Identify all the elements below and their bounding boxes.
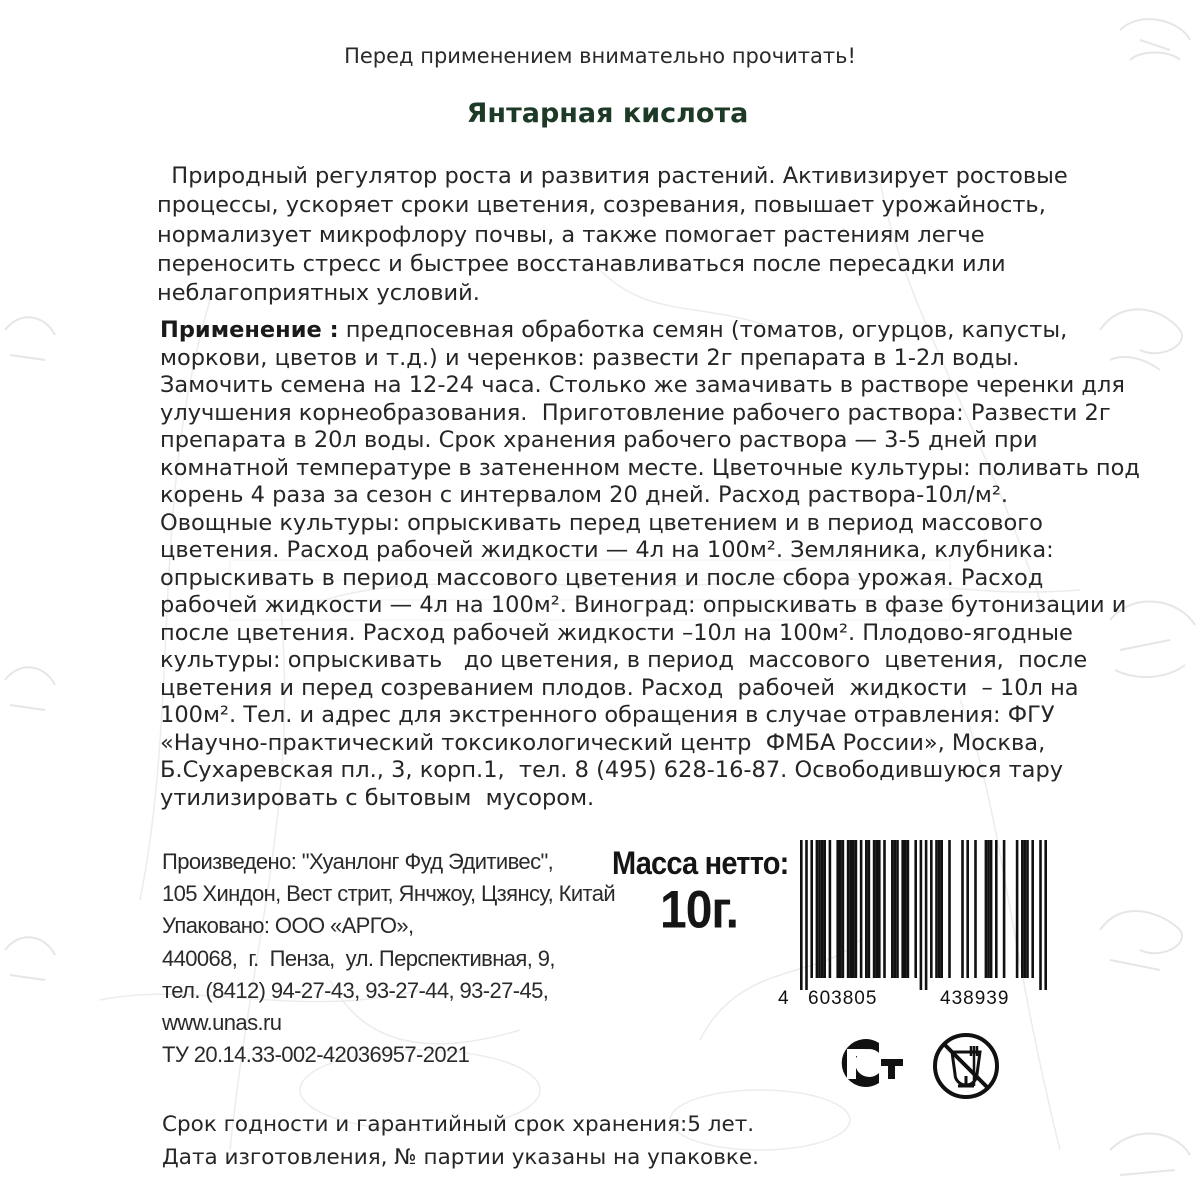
usage-instructions (160, 317, 1140, 812)
barcode-bar (1026, 840, 1029, 978)
barcode-bar (925, 840, 928, 990)
barcode-bar (896, 840, 899, 978)
warning-text: Перед применением внимательно прочитать! (344, 44, 856, 68)
barcode-bar (823, 840, 826, 978)
barcode-bar (1024, 840, 1027, 978)
barcode-bar (961, 840, 964, 978)
product-title: Янтарная кислота (466, 98, 749, 129)
usage-line-text: предпосевная обработка семян (томатов, огурцов, капусты, (338, 317, 1068, 343)
barcode-bar (810, 840, 813, 978)
pct-certification-icon (835, 1035, 907, 1091)
barcode-bar (1003, 840, 1006, 978)
barcode-bar (868, 840, 871, 978)
usage-line: Овощные культуры: опрыскивать перед цветением и в период массового (160, 509, 1043, 536)
barcode-bar (860, 840, 863, 978)
usage-heading: Применение : (160, 317, 339, 343)
barcode-bar (805, 840, 808, 990)
manufacturer-line: тел. (8412) 94-27-43, 93-27-44, 93-27-45, (162, 977, 549, 1003)
barcode-bar (852, 840, 855, 978)
barcode-bar (894, 840, 897, 978)
barcode-bar (842, 840, 845, 978)
barcode-bar (1016, 840, 1019, 978)
barcode-right-group: 438939 (940, 988, 1010, 1009)
barcode-bar (966, 840, 969, 978)
barcode-bar (940, 840, 943, 978)
usage-line: цветения и перед созреванием плодов. Расход рабочей жидкости – 10л на (160, 674, 1079, 701)
barcode-bar (800, 840, 803, 990)
website-text: www.unas.ru (162, 1010, 282, 1036)
expiry-info (162, 1108, 962, 1174)
barcode-left-group: 603805 (808, 988, 878, 1009)
manufacturer-line: Произведено: "Хуанлонг Фуд Эдитивес", (162, 849, 554, 874)
barcode-bar (974, 840, 977, 978)
description-line: процессы, ускоряет сроки цветения, созревания, повышает урожайность, (157, 192, 1046, 219)
barcode-bar (935, 840, 938, 978)
description-line: нормализует микрофлору почвы, а также помогает растениям легче (157, 221, 985, 248)
usage-line (160, 317, 1068, 345)
batch-info-text: Дата изготовления, № партии указаны на упаковке. (162, 1145, 759, 1170)
barcode-bar (1031, 840, 1034, 978)
barcode-number (778, 988, 1048, 1014)
barcode-bar (818, 840, 821, 978)
usage-line: Замочить семена на 12-24 часа. Столько же замачивать в растворе черенки для (160, 372, 1125, 398)
barcode-first-digit: 4 (778, 988, 789, 1009)
manufacturer-line: Упаковано: ООО «АРГО», (162, 913, 414, 939)
description-line: неблагоприятных условий. (157, 280, 480, 307)
barcode-bar (829, 840, 832, 978)
usage-line: моркови, цветов и т.д.) и черенков: развести 2г препарата в 1-2л воды. (160, 344, 1020, 371)
barcode-bar (883, 840, 886, 978)
barcode-bar (1044, 840, 1047, 990)
manufacturer-line: 440068, г. Пенза, ул. Перспективная, 9, (162, 945, 555, 971)
barcode-bar (1039, 840, 1042, 990)
description-line: Природный регулятор роста и развития растений. Активизирует ростовые (157, 163, 1068, 189)
usage-line: корень 4 раза за сезон с интервалом 20 дней. Расход раствора-10л/м². (160, 482, 1009, 508)
barcode-bar (995, 840, 998, 978)
barcode-bar (865, 840, 868, 978)
brand-watermark-icon (0, 300, 60, 1000)
barcode-bar (914, 840, 917, 978)
barcode-bar (985, 840, 988, 978)
barcode-bar (987, 840, 990, 978)
barcode-bar (901, 840, 904, 978)
product-description (157, 162, 1068, 308)
usage-line: после цветения. Расход рабочей жидкости –10л на 100м². Плодово-ягодные (160, 619, 1073, 646)
net-weight-label: Масса нетто: (612, 846, 789, 882)
barcode-bar (920, 840, 923, 990)
usage-line: культуры: опрыскивать до цветения, в период массового цветения, после (160, 647, 1088, 673)
usage-line: цветения. Расход рабочей жидкости — 4л на 100м². Земляника, клубника: (160, 537, 1054, 563)
usage-line: 100м². Тел. и адрес для экстренного обращения в случае отравления: ФГУ (160, 702, 1055, 728)
usage-line: опрыскивать в период массового цветения и после сбора урожая. Расход (160, 564, 1044, 591)
manufacturer-info (162, 846, 662, 1071)
barcode-bar (907, 840, 910, 978)
barcode-bars (778, 840, 1048, 990)
description-line: переносить стресс и быстрее восстанавливаться после пересадки или (157, 250, 1006, 277)
usage-line: препарата в 20л воды. Срок хранения рабочего раствора — 3-5 дней при (160, 427, 1038, 453)
barcode-bar (816, 840, 819, 978)
net-weight-value: 10г. (660, 881, 738, 940)
barcode-bar (904, 840, 907, 978)
barcode-bar (938, 840, 941, 978)
barcode-bar (1021, 840, 1024, 978)
barcode-bar (836, 840, 839, 978)
barcode-bar (847, 840, 850, 978)
barcode-bar (990, 840, 993, 978)
no-food-contact-icon (930, 1030, 1002, 1102)
manufacturer-line: 105 Хиндон, Вест стрит, Янчжоу, Цзянсу, Китай (162, 881, 616, 907)
barcode (778, 840, 1048, 1014)
barcode-bar (875, 840, 878, 978)
barcode-bar (891, 840, 894, 978)
usage-line: рабочей жидкости — 4л на 100м². Виноград: опрыскивать в фазе бутонизации и (160, 592, 1127, 618)
barcode-bar (878, 840, 881, 978)
usage-line: утилизировать с бытовым мусором. (160, 784, 595, 811)
tech-spec-code: ТУ 20.14.33-002-42036957-2021 (162, 1042, 470, 1068)
shelf-life-text: Срок годности и гарантийный срок хранения:5 лет. (162, 1112, 755, 1137)
barcode-bar (930, 840, 933, 978)
barcode-bar (821, 840, 824, 978)
usage-line: Б.Сухаревская пл., 3, корп.1, тел. 8 (495) 628-16-87. Освободившуюся тару (160, 757, 1064, 783)
barcode-bar (849, 840, 852, 978)
usage-line: улучшения корнеобразования. Приготовление рабочего раствора: Развести 2г (160, 399, 1111, 426)
barcode-bar (948, 840, 951, 978)
usage-line: комнатной температуре в затененном месте. Цветочные культуры: поливать под (160, 454, 1140, 481)
barcode-bar (855, 840, 858, 978)
barcode-bar (839, 840, 842, 978)
barcode-bar (873, 840, 876, 978)
usage-line: «Научно-практический токсикологический центр ФМБА России», Москва, (160, 729, 1046, 756)
